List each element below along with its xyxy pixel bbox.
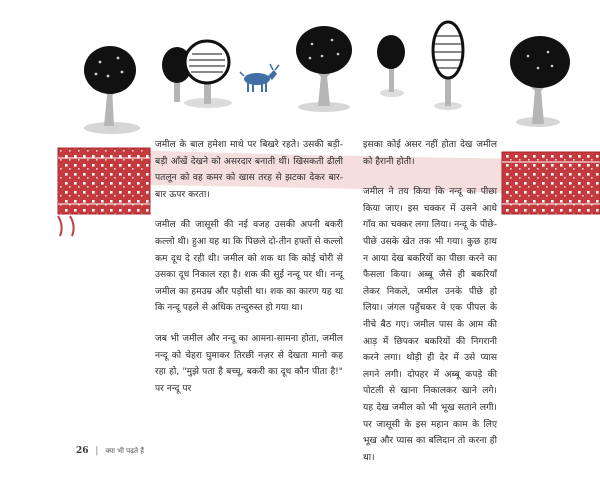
paragraph: जमील ने तय किया कि नन्दू का पीछा किया जाए। इस चक्कर में उसने आधे गाँव का चक्कर लगा लिया। नन्दू के पीछे-पीछे उसके खेत तक भी गया। कुछ हाथ न आया देख बकरियों का पीछा करने का फैसला किया। अब्बू जैसे ही बकरियाँ लेकर निकले, जमील उनके पीछे हो लिया। जंगल पहुँचकर वे एक पीपल के नीचे बैठ गए। जमील पास के आम की आड़ में छिपकर बकरियों की निगरानी करने लगा। थोड़ी ही देर में उसे प्यास लगने लगी। दोपहर में अब्बू कपड़े की पोटली से खाना निकालकर खाने लगे। यह देख जमील को भी भूख सताने लगी। पर जासूसी के इस महान काम के लिए भूख और प्यास का बलिदान तो करना ही था। (363, 187, 497, 463)
goat-icon (240, 64, 279, 92)
paragraph: जब भी जमील और नन्दू का आमना-सामना होता, जमील नन्दू को चेहरा घुमाकर तिरछी नज़र से देखता मानो कह रहा हो, "मुझे पता है बच्चू, बकरी का दूध कौन पीता है!" पर नन्दू पर (155, 333, 343, 394)
tree-icon (377, 35, 405, 92)
paragraph: जमील के बाल हमेशा माथे पर बिखरे रहते। उसकी बड़ी-बड़ी आँखें देखने को असरदार बनाती थीं। खिसकती ढीली पतलून को वह कमर को खास तरह से झटका देकर बार-बार ऊपर करता। (155, 140, 343, 200)
page-footer (76, 446, 144, 456)
tree-icon (296, 26, 352, 106)
book-title: क्या भी पढ़ते हैं (105, 447, 144, 455)
paragraph: जमील की जासूसी की नई वजह उसकी अपनी बकरी कल्लो थी। हुआ यह था कि पिछले दो-तीन हफ्तों से कल्लो कम दूध दे रही थी। जमील को शक था कि कोई चोरी से उसका दूध निकाल रहा है। शक की सुई नन्दू पर थी। नन्दू जमील का हमउम्र और पड़ोसी था। शक का कारण यह था कि नन्दू पहले से अधिक तन्दुरुस्त हो गया था। (155, 220, 343, 314)
right-column (363, 137, 497, 480)
left-column (155, 137, 343, 411)
footer-separator: | (95, 446, 99, 456)
tree-icon (433, 22, 463, 106)
tree-icon (185, 41, 229, 104)
tree-icon (510, 36, 570, 124)
paragraph: इसका कोई असर नहीं होता देख जमील को हैरानी होती। (363, 140, 497, 167)
page-number: 26 (76, 446, 89, 456)
tree-icon (84, 46, 136, 126)
